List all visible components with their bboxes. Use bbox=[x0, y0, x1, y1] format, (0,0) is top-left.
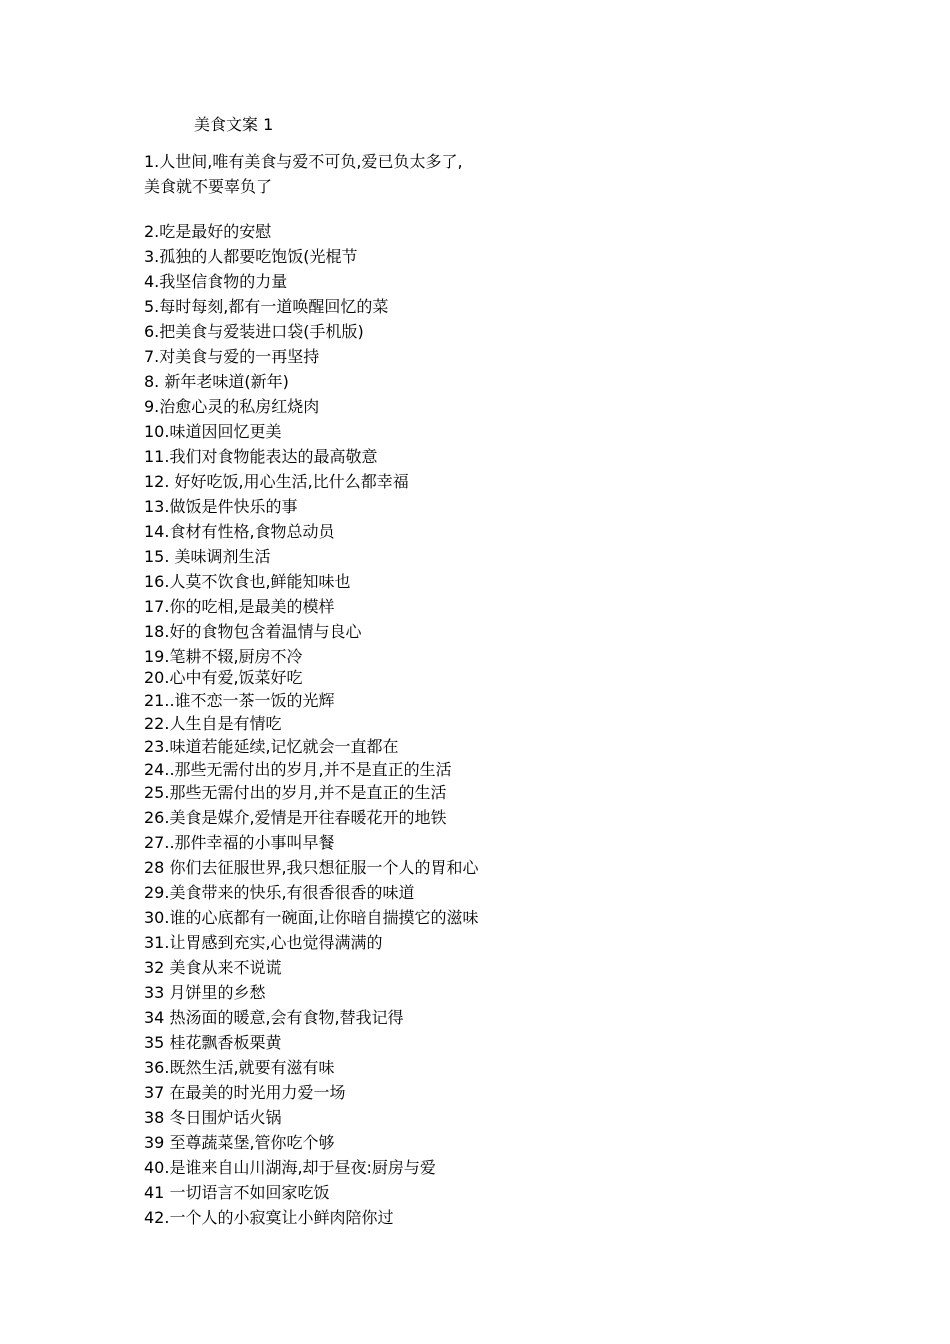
text-line: 19.笔耕不辍,厨房不冷 bbox=[144, 647, 303, 666]
text-line: 18.好的食物包含着温情与良心 bbox=[144, 622, 362, 641]
text-line: 36.既然生活,就要有滋有味 bbox=[144, 1058, 335, 1077]
text-line: 25.那些无需付出的岁月,并不是直正的生活 bbox=[144, 783, 447, 802]
text-line: 5.每时每刻,都有一道唤醒回忆的菜 bbox=[144, 297, 389, 316]
text-line: 2.吃是最好的安慰 bbox=[144, 222, 272, 241]
text-line: 27..那件幸福的小事叫早餐 bbox=[144, 833, 335, 852]
text-line: 4.我坚信食物的力量 bbox=[144, 272, 288, 291]
text-line: 30.谁的心底都有一碗面,让你暗自揣摸它的滋味 bbox=[144, 908, 479, 927]
text-line: 17.你的吃相,是最美的模样 bbox=[144, 597, 335, 616]
text-line: 40.是谁来自山川湖海,却于昼夜:厨房与爱 bbox=[144, 1158, 436, 1177]
text-line: 16.人莫不饮食也,鲜能知味也 bbox=[144, 572, 351, 591]
text-line: 20.心中有爱,饭菜好吃 bbox=[144, 668, 303, 687]
document-title: 美食文案 1 bbox=[194, 115, 274, 134]
text-line: 13.做饭是件快乐的事 bbox=[144, 497, 298, 516]
text-line: 35 桂花飘香板栗黄 bbox=[144, 1033, 282, 1052]
text-line: 28 你们去征服世界,我只想征服一个人的胃和心 bbox=[144, 858, 479, 877]
text-line: 1.人世间,唯有美食与爱不可负,爱已负太多了, bbox=[144, 152, 463, 171]
text-line: 8. 新年老味道(新年) bbox=[144, 372, 289, 391]
text-line: 15. 美味调剂生活 bbox=[144, 547, 271, 566]
text-line: 23.味道若能延续,记忆就会一直都在 bbox=[144, 737, 399, 756]
text-line: 24..那些无需付出的岁月,并不是直正的生活 bbox=[144, 760, 452, 779]
text-line: 12. 好好吃饭,用心生活,比什么都幸福 bbox=[144, 472, 409, 491]
text-line: 29.美食带来的快乐,有很香很香的味道 bbox=[144, 883, 415, 902]
text-line: 33 月饼里的乡愁 bbox=[144, 983, 266, 1002]
text-line: 42.一个人的小寂寞让小鲜肉陪你过 bbox=[144, 1208, 394, 1227]
text-line: 7.对美食与爱的一再坚持 bbox=[144, 347, 320, 366]
text-line: 14.食材有性格,食物总动员 bbox=[144, 522, 335, 541]
text-line: 11.我们对食物能表达的最高敬意 bbox=[144, 447, 378, 466]
text-line: 3.孤独的人都要吃饱饭(光棍节 bbox=[144, 247, 358, 266]
text-line: 21..谁不恋一茶一饭的光辉 bbox=[144, 691, 335, 710]
text-line: 10.味道因回忆更美 bbox=[144, 422, 282, 441]
text-line: 22.人生自是有情吃 bbox=[144, 714, 282, 733]
text-line: 31.让胃感到充实,心也觉得满满的 bbox=[144, 933, 383, 952]
text-line: 32 美食从来不说谎 bbox=[144, 958, 282, 977]
text-line: 6.把美食与爱装进口袋(手机版) bbox=[144, 322, 364, 341]
text-line: 美食就不要辜负了 bbox=[144, 177, 273, 196]
text-line: 26.美食是媒介,爱情是开往春暖花开的地铁 bbox=[144, 808, 447, 827]
text-line: 9.治愈心灵的私房红烧肉 bbox=[144, 397, 320, 416]
text-line: 38 冬日围炉话火锅 bbox=[144, 1108, 282, 1127]
text-line: 39 至尊蔬菜堡,管你吃个够 bbox=[144, 1133, 335, 1152]
text-line: 34 热汤面的暖意,会有食物,替我记得 bbox=[144, 1008, 404, 1027]
text-line: 41 一切语言不如回家吃饭 bbox=[144, 1183, 330, 1202]
text-line: 37 在最美的时光用力爱一场 bbox=[144, 1083, 346, 1102]
